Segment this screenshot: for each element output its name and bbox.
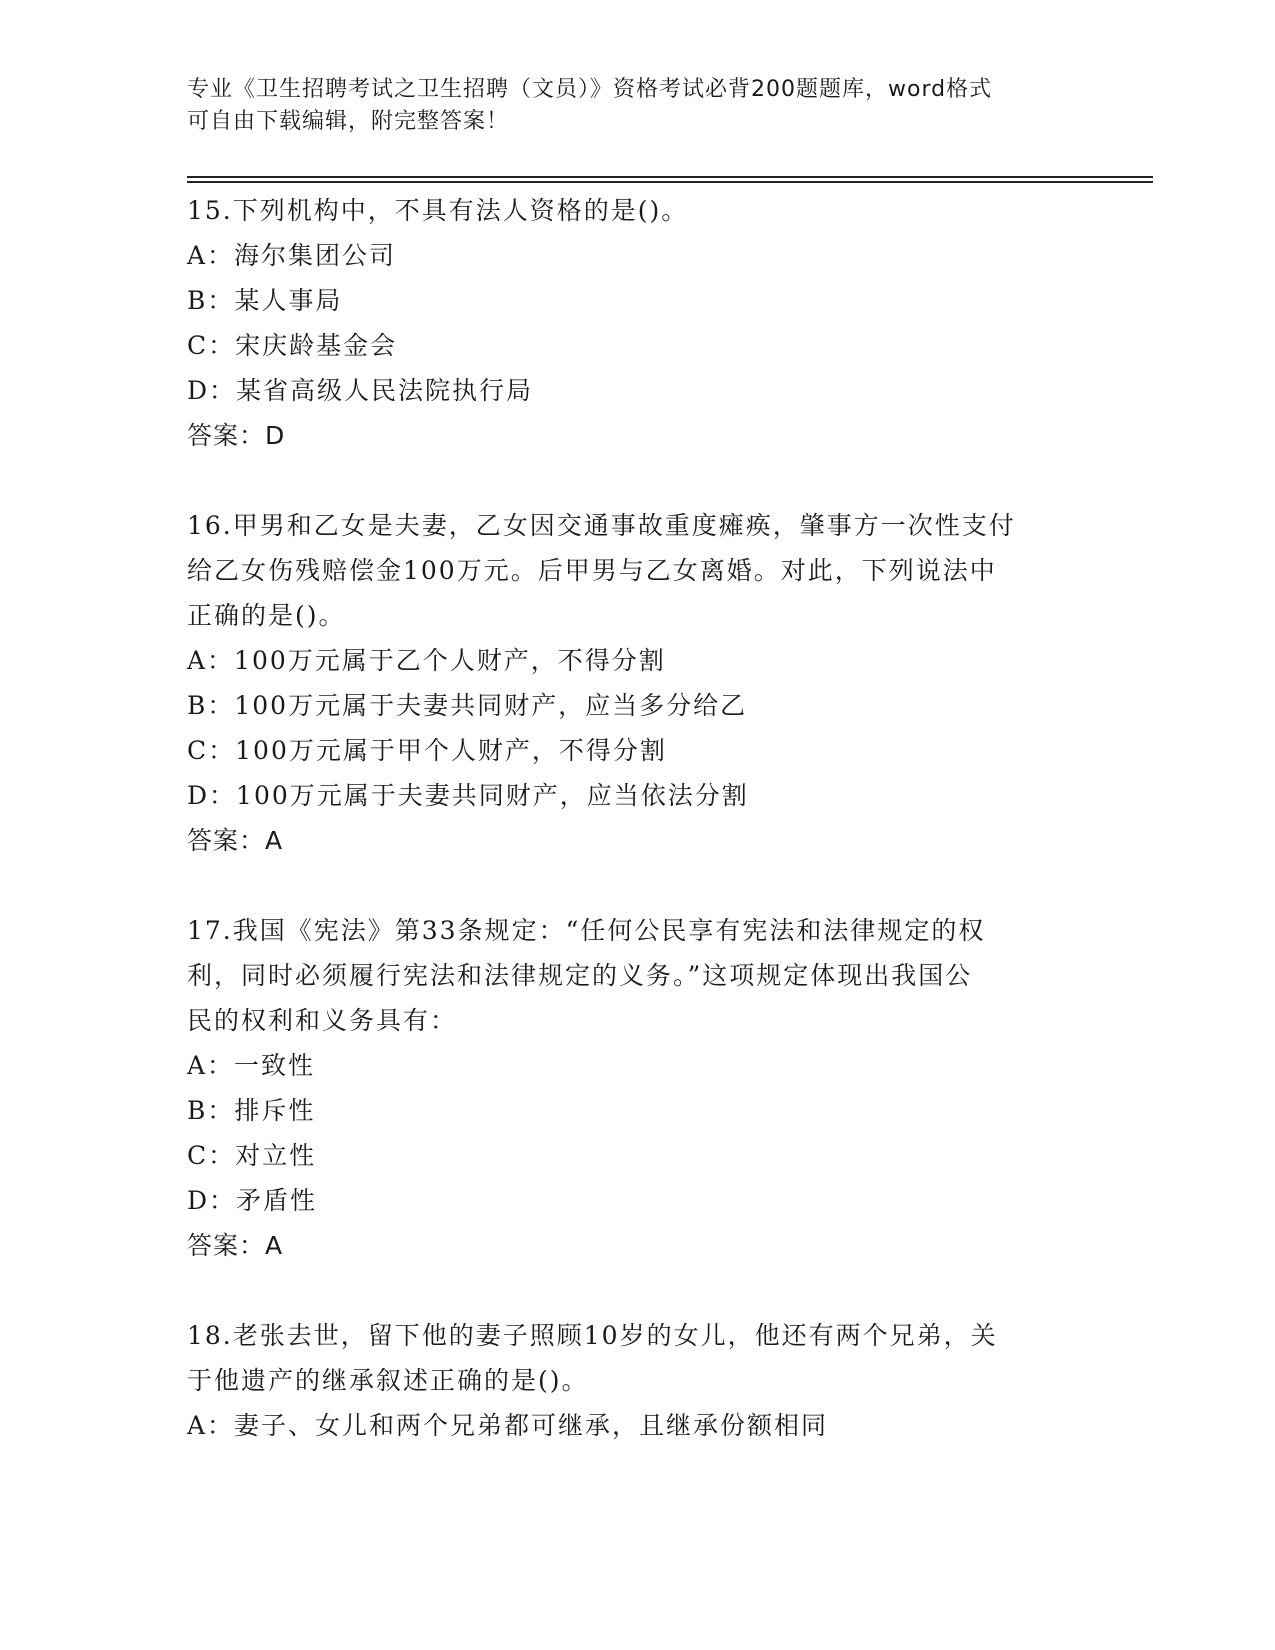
option-c: C：100万元属于甲个人财产，不得分割 bbox=[187, 736, 667, 765]
question-17 bbox=[187, 908, 1087, 1268]
question-stem-line: 15.下列机构中，不具有法人资格的是()。 bbox=[187, 196, 689, 225]
question-stem-line: 民的权利和义务具有： bbox=[187, 1006, 458, 1035]
option-b: B：排斥性 bbox=[187, 1096, 316, 1125]
option-a: A：妻子、女儿和两个兄弟都可继承，且继承份额相同 bbox=[187, 1411, 829, 1440]
document-header bbox=[187, 74, 1067, 138]
option-b: B：某人事局 bbox=[187, 286, 343, 315]
question-stem-line: 给乙女伤残赔偿金100万元。后甲男与乙女离婚。对此，下列说法中 bbox=[187, 556, 997, 585]
option-a: A：一致性 bbox=[187, 1051, 316, 1080]
option-d: D：矛盾性 bbox=[187, 1186, 318, 1215]
question-spacer bbox=[187, 1268, 1087, 1313]
option-a: A：海尔集团公司 bbox=[187, 241, 397, 270]
option-d: D：100万元属于夫妻共同财产，应当依法分割 bbox=[187, 781, 749, 810]
header-divider-bottom bbox=[187, 181, 1153, 183]
option-d: D：某省高级人民法院执行局 bbox=[187, 376, 534, 405]
answer-line: 答案：A bbox=[187, 826, 284, 855]
option-b: B：100万元属于夫妻共同财产，应当多分给乙 bbox=[187, 691, 748, 720]
question-stem-line: 利，同时必须履行宪法和法律规定的义务。”这项规定体现出我国公 bbox=[187, 961, 973, 990]
question-15 bbox=[187, 188, 1087, 458]
header-divider-top bbox=[187, 176, 1153, 178]
option-c: C：宋庆龄基金会 bbox=[187, 331, 398, 360]
question-stem-line: 正确的是()。 bbox=[187, 601, 346, 630]
question-18 bbox=[187, 1313, 1087, 1448]
question-spacer bbox=[187, 863, 1087, 908]
question-stem-line: 18.老张去世，留下他的妻子照顾10岁的女儿，他还有两个兄弟，关 bbox=[187, 1321, 998, 1350]
header-line-2: 可自由下载编辑，附完整答案！ bbox=[187, 109, 510, 134]
answer-line: 答案：A bbox=[187, 1231, 284, 1260]
question-16 bbox=[187, 503, 1087, 863]
question-list bbox=[187, 188, 1087, 1448]
question-stem-line: 于他遗产的继承叙述正确的是()。 bbox=[187, 1366, 589, 1395]
question-stem-line: 16.甲男和乙女是夫妻，乙女因交通事故重度瘫痪，肇事方一次性支付 bbox=[187, 511, 1016, 540]
question-stem-line: 17.我国《宪法》第33条规定：“任何公民享有宪法和法律规定的权 bbox=[187, 916, 986, 945]
option-a: A：100万元属于乙个人财产，不得分割 bbox=[187, 646, 666, 675]
header-line-1: 专业《卫生招聘考试之卫生招聘（文员）》资格考试必背200题题库，word格式 bbox=[187, 77, 993, 102]
answer-line: 答案：D bbox=[187, 421, 286, 450]
question-spacer bbox=[187, 458, 1087, 503]
option-c: C：对立性 bbox=[187, 1141, 317, 1170]
